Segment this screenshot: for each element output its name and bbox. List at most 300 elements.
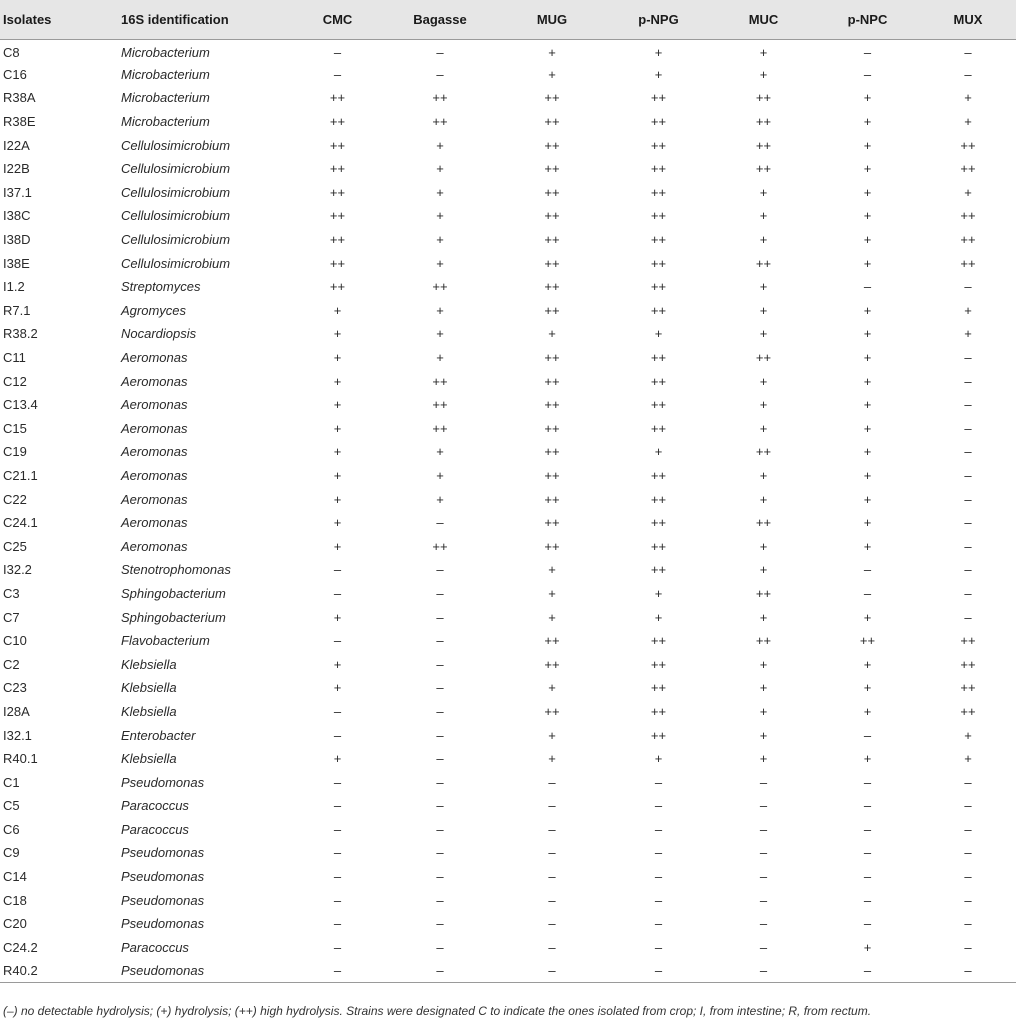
mug-cell: – <box>548 798 556 814</box>
identification-cell: Klebsiella <box>121 703 177 719</box>
identification-cell: Cellulosimicrobium <box>121 232 231 248</box>
identification-cell: Stenotrophomonas <box>121 562 231 578</box>
identification-cell: Streptomyces <box>121 279 201 295</box>
mux-cell: – <box>964 798 972 814</box>
bagasse-cell: + <box>436 137 444 153</box>
p-npc-cell: – <box>863 774 872 790</box>
bagasse-cell: – <box>436 680 444 696</box>
p-npc-cell: + <box>863 114 872 130</box>
isolate-cell: I37.1 <box>3 184 32 200</box>
p-npg-cell: ++ <box>650 680 667 696</box>
mux-cell: – <box>964 515 972 531</box>
mug-cell: – <box>548 892 556 908</box>
mux-cell: + <box>964 751 972 767</box>
identification-cell: Klebsiella <box>121 680 177 696</box>
table-row <box>0 299 1016 323</box>
table-row <box>0 86 1016 110</box>
identification-cell: Aeromonas <box>121 373 188 389</box>
isolate-cell: I32.1 <box>3 727 32 743</box>
muc-cell: + <box>759 609 768 625</box>
isolate-cell: C25 <box>3 538 27 554</box>
table-row <box>0 723 1016 747</box>
table-row <box>0 204 1016 228</box>
mug-cell: ++ <box>544 302 560 318</box>
table-row <box>0 558 1016 582</box>
p-npg-cell: ++ <box>650 232 667 248</box>
p-npc-cell: + <box>863 255 872 271</box>
identification-cell: Cellulosimicrobium <box>121 184 231 200</box>
p-npg-cell: ++ <box>650 491 667 507</box>
table-row <box>0 346 1016 370</box>
identification-cell: Pseudomonas <box>121 774 205 790</box>
mux-cell: – <box>964 444 972 460</box>
bagasse-cell: ++ <box>432 279 448 295</box>
muc-cell: – <box>759 845 768 861</box>
table-row <box>0 275 1016 299</box>
table-row <box>0 936 1016 960</box>
muc-cell: – <box>759 869 768 885</box>
bagasse-cell: – <box>381 959 499 983</box>
bagasse-cell: – <box>436 939 444 955</box>
muc-cell: ++ <box>755 515 772 531</box>
isolate-cell: R40.1 <box>3 751 38 767</box>
mux-cell: + <box>964 326 972 342</box>
table-row <box>0 393 1016 417</box>
mug-cell: – <box>548 939 556 955</box>
mux-cell: – <box>964 821 972 837</box>
isolate-cell: I32.2 <box>3 562 32 578</box>
mux-cell: + <box>964 184 972 200</box>
mux-cell: – <box>964 845 972 861</box>
cmc-cell: + <box>333 326 342 342</box>
cmc-cell: + <box>333 515 342 531</box>
muc-cell: + <box>759 44 768 60</box>
bagasse-cell: – <box>436 703 444 719</box>
mux-cell: – <box>964 939 972 955</box>
table-row <box>0 511 1016 535</box>
mug-cell: – <box>548 845 556 861</box>
table-row <box>0 582 1016 606</box>
p-npg-cell: ++ <box>650 161 667 177</box>
bagasse-cell: – <box>436 869 444 885</box>
p-npc-cell: – <box>863 869 872 885</box>
mux-cell: – <box>964 916 972 932</box>
table-row <box>0 818 1016 842</box>
mug-cell: + <box>548 680 556 696</box>
mux-cell: + <box>964 302 972 318</box>
cmc-cell: – <box>333 821 342 837</box>
muc-cell: ++ <box>755 350 772 366</box>
muc-cell: + <box>759 279 768 295</box>
p-npg-cell: ++ <box>650 208 667 224</box>
p-npg-cell: ++ <box>650 373 667 389</box>
mux-cell: + <box>964 90 972 106</box>
muc-cell: + <box>759 656 768 672</box>
mug-cell: ++ <box>544 420 560 436</box>
muc-cell: + <box>759 208 768 224</box>
mux-cell: ++ <box>960 161 976 177</box>
mux-cell: – <box>964 279 972 295</box>
mux-cell: ++ <box>960 633 976 649</box>
cmc-cell: – <box>333 939 342 955</box>
cmc-cell: + <box>333 680 342 696</box>
p-npg-cell: ++ <box>650 397 667 413</box>
muc-cell: + <box>759 302 768 318</box>
isolate-cell: C16 <box>3 66 27 82</box>
identification-cell: Cellulosimicrobium <box>121 137 231 153</box>
header-p-npg: p-NPG <box>605 0 712 39</box>
muc-cell: + <box>759 232 768 248</box>
mug-cell: + <box>548 66 556 82</box>
p-npc-cell: – <box>863 44 872 60</box>
muc-cell: – <box>759 774 768 790</box>
cmc-cell: + <box>333 656 342 672</box>
mux-cell: ++ <box>960 137 976 153</box>
p-npc-cell: + <box>863 444 872 460</box>
table-row <box>0 605 1016 629</box>
identification-cell: Agromyces <box>121 302 187 318</box>
mux-cell: ++ <box>960 232 976 248</box>
muc-cell: ++ <box>755 90 772 106</box>
bagasse-cell: – <box>436 44 444 60</box>
isolate-cell: C3 <box>3 585 20 601</box>
isolate-cell: C2 <box>3 656 20 672</box>
isolate-cell: I38C <box>3 208 31 224</box>
cmc-cell: – <box>333 869 342 885</box>
bagasse-cell: – <box>436 656 444 672</box>
bagasse-cell: + <box>436 184 444 200</box>
table-row <box>0 251 1016 275</box>
p-npc-cell: + <box>863 208 872 224</box>
identification-cell: Cellulosimicrobium <box>121 255 231 271</box>
table-row <box>0 959 1016 983</box>
isolate-cell: C15 <box>3 420 27 436</box>
muc-cell: + <box>759 727 768 743</box>
cmc-cell: + <box>333 350 342 366</box>
bagasse-cell: ++ <box>432 420 448 436</box>
p-npc-cell: + <box>863 397 872 413</box>
p-npc-cell: + <box>863 656 872 672</box>
bagasse-cell: + <box>436 161 444 177</box>
p-npg-cell: – <box>605 959 712 983</box>
isolate-cell: I28A <box>3 703 30 719</box>
mug-cell: ++ <box>544 397 560 413</box>
muc-cell: ++ <box>755 444 772 460</box>
p-npc-cell: – <box>863 916 872 932</box>
p-npc-cell: + <box>863 90 872 106</box>
muc-cell: + <box>759 467 768 483</box>
mug-cell: ++ <box>544 373 560 389</box>
p-npg-cell: ++ <box>650 350 667 366</box>
p-npc-cell: + <box>863 326 872 342</box>
mux-cell: – <box>964 44 972 60</box>
cmc-cell: + <box>333 751 342 767</box>
p-npg-cell: – <box>654 869 663 885</box>
table-row <box>0 700 1016 724</box>
header-cmc: CMC <box>294 0 381 39</box>
cmc-cell: – <box>294 959 381 983</box>
bagasse-cell: – <box>436 845 444 861</box>
cmc-cell: ++ <box>329 232 346 248</box>
cmc-cell: – <box>333 845 342 861</box>
identification-cell: Enterobacter <box>121 727 196 743</box>
bagasse-cell: + <box>436 232 444 248</box>
identification-cell: Paracoccus <box>121 821 189 837</box>
mux-cell: ++ <box>960 255 976 271</box>
bagasse-cell: – <box>436 892 444 908</box>
muc-cell: ++ <box>755 161 772 177</box>
mux-cell: – <box>964 350 972 366</box>
p-npg-cell: – <box>654 821 663 837</box>
table-row <box>0 770 1016 794</box>
p-npg-cell: – <box>654 916 663 932</box>
p-npg-cell: ++ <box>650 703 667 719</box>
cmc-cell: ++ <box>329 161 346 177</box>
isolate-cell: C23 <box>3 680 27 696</box>
header-mug: MUG <box>499 0 605 39</box>
header-muc: MUC <box>712 0 815 39</box>
mux-cell: – <box>964 538 972 554</box>
mux-cell: ++ <box>960 680 976 696</box>
table-row <box>0 912 1016 936</box>
p-npg-cell: ++ <box>650 137 667 153</box>
mug-cell: – <box>548 916 556 932</box>
cmc-cell: – <box>333 892 342 908</box>
identification-cell: Aeromonas <box>121 350 188 366</box>
mux-cell: – <box>964 774 972 790</box>
identification-cell: Aeromonas <box>121 491 188 507</box>
cmc-cell: + <box>333 302 342 318</box>
mug-cell: ++ <box>544 515 560 531</box>
p-npc-cell: + <box>863 232 872 248</box>
identification-cell: Aeromonas <box>121 397 188 413</box>
identification-cell: Nocardiopsis <box>121 326 197 342</box>
isolate-cell: C7 <box>3 609 20 625</box>
isolate-cell: R38.2 <box>3 326 38 342</box>
identification-cell: Paracoccus <box>121 939 189 955</box>
muc-cell: ++ <box>755 255 772 271</box>
p-npg-cell: + <box>654 44 663 60</box>
mug-cell: ++ <box>544 633 560 649</box>
cmc-cell: ++ <box>329 255 346 271</box>
p-npc-cell: + <box>863 350 872 366</box>
muc-cell: + <box>759 326 768 342</box>
bagasse-cell: + <box>436 350 444 366</box>
bagasse-cell: – <box>436 798 444 814</box>
cmc-cell: ++ <box>329 208 346 224</box>
p-npc-cell: + <box>863 680 872 696</box>
mux-cell: ++ <box>960 208 976 224</box>
mug-cell: ++ <box>544 114 560 130</box>
p-npg-cell: ++ <box>650 727 667 743</box>
identification-cell: Microbacterium <box>121 90 210 106</box>
p-npc-cell: – <box>863 279 872 295</box>
p-npg-cell: ++ <box>650 515 667 531</box>
cmc-cell: – <box>333 916 342 932</box>
cmc-cell: ++ <box>329 184 346 200</box>
cmc-cell: + <box>333 467 342 483</box>
mug-cell: ++ <box>544 208 560 224</box>
bagasse-cell: – <box>436 821 444 837</box>
mug-cell: ++ <box>544 467 560 483</box>
header-bagasse: Bagasse <box>381 0 499 39</box>
p-npc-cell: ++ <box>859 633 876 649</box>
cmc-cell: + <box>333 444 342 460</box>
table-row <box>0 841 1016 865</box>
mux-cell: – <box>964 585 972 601</box>
bagasse-cell: ++ <box>432 114 448 130</box>
table-row <box>0 322 1016 346</box>
isolate-cell: C11 <box>3 350 26 366</box>
cmc-cell: – <box>333 66 342 82</box>
isolate-cell: C14 <box>3 869 27 885</box>
isolate-cell: I38D <box>3 232 31 248</box>
muc-cell: + <box>759 373 768 389</box>
muc-cell: – <box>759 916 768 932</box>
muc-cell: – <box>759 939 768 955</box>
mug-cell: + <box>548 562 556 578</box>
mux-cell: ++ <box>960 656 976 672</box>
p-npc-cell: + <box>863 939 872 955</box>
bagasse-cell: ++ <box>432 373 448 389</box>
cmc-cell: ++ <box>329 90 346 106</box>
bagasse-cell: – <box>436 609 444 625</box>
p-npg-cell: ++ <box>650 656 667 672</box>
table-row <box>0 133 1016 157</box>
identification-cell: Aeromonas <box>121 515 188 531</box>
isolate-cell: I1.2 <box>3 279 25 295</box>
p-npg-cell: – <box>654 798 663 814</box>
table-row <box>0 794 1016 818</box>
muc-cell: + <box>759 751 768 767</box>
bagasse-cell: – <box>436 66 444 82</box>
table-row <box>0 652 1016 676</box>
isolate-cell: C21.1 <box>3 467 38 483</box>
p-npg-cell: – <box>654 774 663 790</box>
cmc-cell: ++ <box>329 137 346 153</box>
mux-cell: – <box>964 373 972 389</box>
p-npc-cell: + <box>863 161 872 177</box>
mux-cell: – <box>964 66 972 82</box>
bagasse-cell: + <box>436 491 444 507</box>
mug-cell: + <box>548 326 556 342</box>
table-row <box>0 676 1016 700</box>
mug-cell: + <box>548 585 556 601</box>
header-p-npc: p-NPC <box>815 0 920 39</box>
bagasse-cell: – <box>436 774 444 790</box>
p-npg-cell: ++ <box>650 90 667 106</box>
muc-cell: – <box>712 959 815 983</box>
p-npg-cell: + <box>654 444 663 460</box>
p-npg-cell: ++ <box>650 255 667 271</box>
identification-cell: Cellulosimicrobium <box>121 161 231 177</box>
isolate-cell: C6 <box>3 821 20 837</box>
p-npg-cell: ++ <box>650 302 667 318</box>
p-npg-cell: – <box>654 892 663 908</box>
bagasse-cell: + <box>436 444 444 460</box>
p-npg-cell: ++ <box>650 467 667 483</box>
table-row <box>0 181 1016 205</box>
mux-cell: + <box>964 727 972 743</box>
identification-cell: Pseudomonas <box>121 869 205 885</box>
isolate-cell: C20 <box>3 916 27 932</box>
table-row <box>0 440 1016 464</box>
p-npc-cell: – <box>863 727 872 743</box>
mug-cell: ++ <box>544 350 560 366</box>
isolate-cell: C24.2 <box>3 939 38 955</box>
p-npc-cell: + <box>863 609 872 625</box>
bagasse-cell: ++ <box>432 538 448 554</box>
cmc-cell: + <box>333 538 342 554</box>
identification-cell: Pseudomonas <box>118 959 294 983</box>
bagasse-cell: ++ <box>432 90 448 106</box>
mug-cell: ++ <box>544 444 560 460</box>
p-npg-cell: ++ <box>650 538 667 554</box>
p-npg-cell: ++ <box>650 114 667 130</box>
isolate-cell: I38E <box>3 255 30 271</box>
muc-cell: + <box>759 397 768 413</box>
p-npg-cell: ++ <box>650 633 667 649</box>
p-npc-cell: – <box>863 845 872 861</box>
mug-cell: – <box>499 959 605 983</box>
isolate-cell: I22A <box>3 137 30 153</box>
mux-cell: – <box>964 562 972 578</box>
mug-cell: ++ <box>544 279 560 295</box>
p-npg-cell: – <box>654 845 663 861</box>
mux-cell: – <box>964 869 972 885</box>
identification-cell: Sphingobacterium <box>121 609 226 625</box>
p-npc-cell: – <box>863 892 872 908</box>
header-isolates: Isolates <box>0 0 118 39</box>
p-npc-cell: + <box>863 184 872 200</box>
p-npc-cell: – <box>863 798 872 814</box>
muc-cell: – <box>759 821 768 837</box>
cmc-cell: ++ <box>329 279 346 295</box>
identification-cell: Sphingobacterium <box>121 585 226 601</box>
cmc-cell: ++ <box>329 114 346 130</box>
cmc-cell: + <box>333 491 342 507</box>
bagasse-cell: – <box>436 562 444 578</box>
p-npg-cell: + <box>654 751 663 767</box>
bagasse-cell: – <box>436 585 444 601</box>
p-npc-cell: – <box>863 821 872 837</box>
header-row <box>0 0 1016 39</box>
bagasse-cell: + <box>436 302 444 318</box>
isolate-cell: C22 <box>3 491 27 507</box>
cmc-cell: – <box>333 633 342 649</box>
bagasse-cell: – <box>436 633 444 649</box>
table-row <box>0 747 1016 771</box>
table-row <box>0 110 1016 134</box>
muc-cell: + <box>759 420 768 436</box>
table-footnote: (–) no detectable hydrolysis; (+) hydrolysis; (++) high hydrolysis. Strains were designated C to indicate the ones isolated from crop; I, from intestine; R, from rectum. <box>3 1004 872 1018</box>
isolate-cell: C12 <box>3 373 27 389</box>
mux-cell: + <box>964 114 972 130</box>
bagasse-cell: – <box>436 727 444 743</box>
muc-cell: + <box>759 562 768 578</box>
isolate-cell: C9 <box>3 845 20 861</box>
mug-cell: ++ <box>544 538 560 554</box>
mux-cell: – <box>964 467 972 483</box>
header-mux: MUX <box>920 0 1016 39</box>
isolate-cell: C19 <box>3 444 27 460</box>
isolate-cell: C1 <box>3 774 20 790</box>
mug-cell: – <box>548 774 556 790</box>
p-npc-cell: + <box>863 751 872 767</box>
p-npc-cell: + <box>863 137 872 153</box>
p-npc-cell: – <box>863 562 872 578</box>
p-npc-cell: + <box>863 373 872 389</box>
